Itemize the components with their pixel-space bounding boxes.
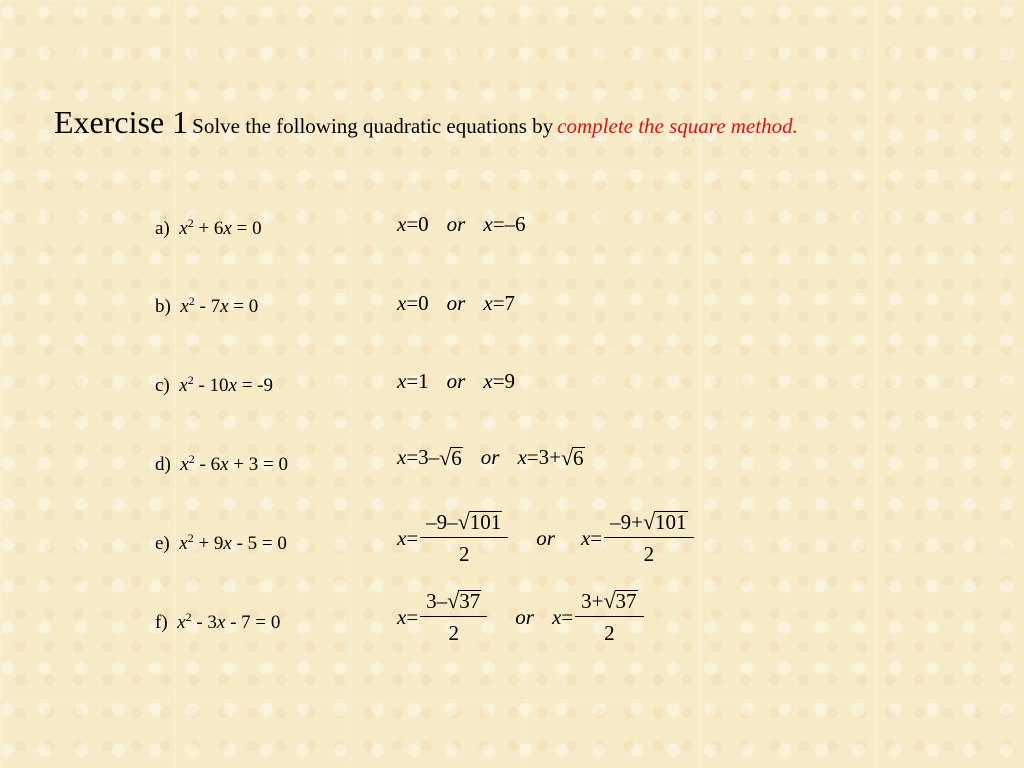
radicand: 6: [451, 445, 462, 470]
sqrt-expression: [439, 444, 463, 470]
answer-value: 1: [418, 369, 429, 393]
question-letter: d): [155, 454, 171, 475]
answer-var: x: [397, 525, 407, 550]
sqrt-symbol: √: [560, 444, 574, 470]
answer-d: [397, 445, 585, 470]
or-word: or: [536, 525, 555, 550]
question-var: x: [180, 454, 189, 475]
question-var: x: [177, 612, 186, 633]
fraction-numerator: [604, 510, 693, 538]
equals-sign: =: [526, 445, 539, 469]
question-d: [155, 452, 288, 476]
fraction-denominator: 2: [448, 621, 459, 646]
question-a: [155, 216, 262, 240]
answer-fraction: [420, 589, 487, 645]
question-term: = -9: [236, 375, 274, 396]
question-term: + 6: [193, 218, 224, 239]
question-term: - 6: [194, 454, 221, 475]
or-word: or: [446, 369, 466, 393]
answer-value: 3: [538, 445, 550, 469]
fraction-denominator: 2: [458, 542, 470, 567]
equals-sign: =: [590, 525, 603, 550]
answer-var: x: [397, 291, 407, 315]
sqrt-expression: [458, 511, 503, 533]
equals-sign: =: [406, 525, 419, 550]
question-var: x: [228, 375, 237, 396]
answer-value: 0: [418, 212, 429, 236]
or-word: or: [446, 212, 466, 236]
question-letter: a): [155, 218, 170, 239]
radicand: 101: [655, 510, 687, 534]
question-var: x: [216, 612, 226, 633]
answer-c: [397, 369, 515, 394]
question-letter: f): [155, 612, 168, 633]
answer-value: –9: [610, 510, 632, 534]
answer-var: x: [483, 291, 493, 315]
exercise-title: [54, 104, 798, 141]
question-exponent: 2: [185, 610, 192, 624]
question-exponent: 2: [188, 294, 195, 308]
plus-sign: +: [549, 445, 561, 469]
question-exponent: 2: [187, 216, 194, 230]
fraction-denominator: 2: [604, 621, 615, 646]
fraction-denominator: 2: [643, 542, 655, 567]
answer-e: [397, 510, 696, 566]
sqrt-expression: [603, 590, 637, 612]
or-word: or: [480, 445, 500, 469]
question-var: x: [220, 454, 229, 475]
sqrt-expression: [643, 511, 688, 533]
question-f: [155, 610, 280, 634]
answer-value: –9: [426, 510, 448, 534]
answer-fraction: [604, 510, 693, 566]
answer-var: x: [517, 445, 527, 469]
fraction-numerator: [420, 510, 508, 538]
answer-fraction: [420, 510, 508, 566]
question-c: [155, 373, 273, 397]
sqrt-symbol: √: [642, 509, 656, 534]
question-var: x: [179, 218, 188, 239]
question-term: - 7: [194, 296, 221, 317]
answer-value: 7: [504, 291, 516, 315]
equals-sign: =: [406, 604, 419, 629]
question-var: x: [223, 533, 232, 554]
exercise-instruction: Solve the following quadratic equations by: [192, 114, 554, 138]
sqrt-symbol: √: [439, 444, 452, 470]
answer-var: x: [551, 604, 562, 629]
sqrt-symbol: √: [457, 509, 470, 534]
equals-sign: =: [406, 212, 419, 236]
sqrt-expression: [447, 590, 481, 612]
equals-sign: =: [406, 445, 419, 469]
question-var: x: [179, 533, 188, 554]
equals-sign: =: [492, 291, 505, 315]
sqrt-symbol: √: [603, 588, 616, 613]
question-b: [155, 294, 258, 318]
equals-sign: =: [406, 291, 419, 315]
question-var: x: [220, 296, 229, 317]
answer-b: [397, 291, 515, 316]
equals-sign: =: [492, 369, 505, 393]
sqrt-expression: [560, 444, 585, 470]
plus-sign: +: [591, 589, 604, 613]
question-term: + 9: [193, 533, 224, 554]
question-term: - 7 = 0: [225, 612, 281, 633]
minus-sign: –: [428, 445, 440, 469]
question-exponent: 2: [187, 373, 194, 387]
answer-var: x: [397, 445, 407, 469]
answer-value: 3: [581, 589, 592, 613]
equals-sign: =: [561, 604, 574, 629]
answer-f: [397, 589, 646, 645]
equals-sign: =: [406, 369, 419, 393]
question-var: x: [179, 375, 188, 396]
answer-value: 0: [418, 291, 429, 315]
answer-var: x: [483, 212, 493, 236]
minus-sign: –: [447, 510, 458, 534]
answer-fraction: [575, 589, 643, 645]
answer-value: –6: [504, 212, 526, 236]
question-term: - 10: [193, 375, 229, 396]
question-term: - 3: [191, 612, 217, 633]
question-var: x: [223, 218, 232, 239]
question-term: + 3 = 0: [228, 454, 288, 475]
radicand: 6: [573, 445, 584, 470]
question-term: - 5 = 0: [231, 533, 287, 554]
answer-var: x: [397, 212, 407, 236]
equals-sign: =: [492, 212, 505, 236]
question-exponent: 2: [187, 531, 194, 545]
or-word: or: [446, 291, 466, 315]
minus-sign: –: [436, 589, 448, 613]
question-exponent: 2: [188, 452, 195, 466]
answer-var: x: [397, 369, 407, 393]
fraction-numerator: [575, 589, 643, 617]
exercise-heading: Exercise 1: [54, 104, 189, 140]
answer-var: x: [580, 525, 591, 550]
question-e: [155, 531, 287, 555]
radicand: 37: [459, 589, 481, 613]
question-var: x: [180, 296, 189, 317]
answer-value: 9: [504, 369, 516, 393]
radicand: 101: [469, 510, 502, 534]
answer-a: [397, 212, 526, 237]
plus-sign: +: [631, 510, 643, 534]
sqrt-symbol: √: [447, 588, 460, 613]
answer-value: 3: [426, 589, 437, 613]
answer-var: x: [483, 369, 493, 393]
answer-var: x: [397, 604, 407, 629]
question-letter: c): [155, 375, 170, 396]
fraction-numerator: [420, 589, 487, 617]
question-term: = 0: [231, 218, 262, 239]
question-letter: b): [155, 296, 171, 317]
exercise-method: complete the square method.: [557, 114, 798, 138]
question-letter: e): [155, 533, 170, 554]
question-term: = 0: [228, 296, 259, 317]
answer-value: 3: [418, 445, 429, 469]
or-word: or: [515, 604, 534, 629]
radicand: 37: [615, 589, 637, 613]
